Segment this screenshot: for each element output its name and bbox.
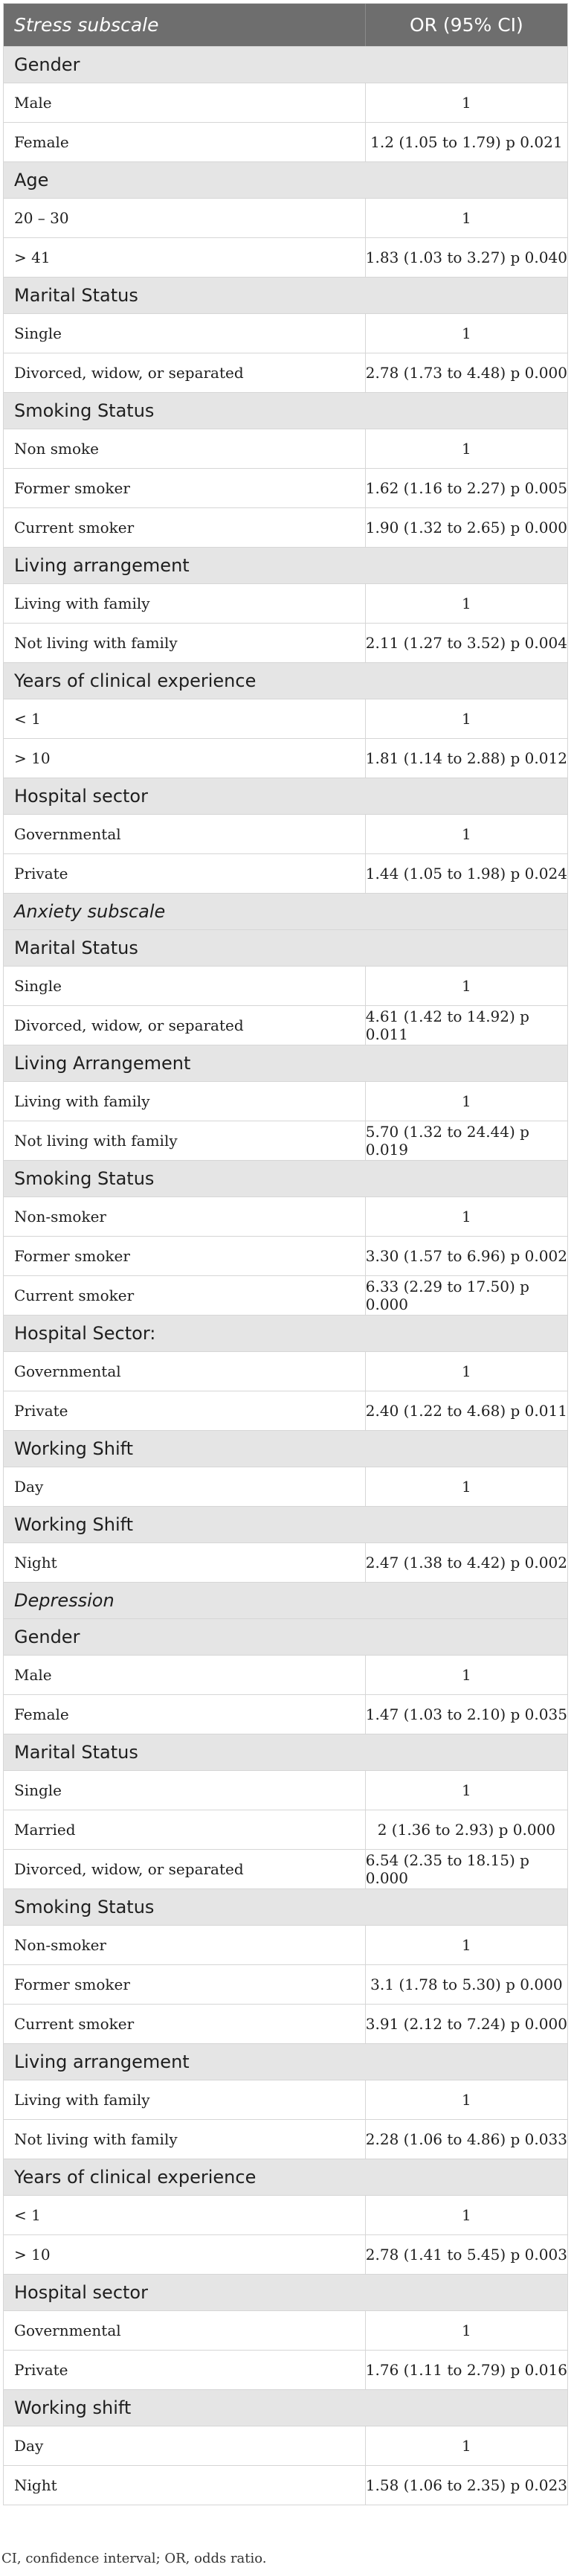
row-label: Night <box>14 2476 57 2494</box>
row-or-value: 1.76 (1.11 to 2.79) p 0.016 <box>365 2351 567 2389</box>
row-or-value: 2 (1.36 to 2.93) p 0.000 <box>365 1810 567 1849</box>
table-row <box>3 2120 568 2159</box>
section-row <box>3 1045 568 1082</box>
row-or-value: 1 <box>365 314 567 353</box>
table-row <box>3 2311 568 2351</box>
row-label: Governmental <box>14 2322 121 2339</box>
section-label: Living arrangement <box>14 555 190 576</box>
row-label: Female <box>14 133 69 151</box>
row-or-value: 1.83 (1.03 to 3.27) p 0.040 <box>365 238 567 277</box>
section-label: Smoking Status <box>14 1168 155 1189</box>
row-or-value: 1 <box>365 1197 567 1236</box>
section-label: Hospital Sector: <box>14 1323 156 1344</box>
or-table <box>3 3 568 2505</box>
section-row <box>3 1161 568 1197</box>
row-or-value: 1 <box>365 2311 567 2350</box>
section-label: Age <box>14 170 49 190</box>
row-or-value: 1.58 (1.06 to 2.35) p 0.023 <box>365 2466 567 2505</box>
section-row <box>3 1734 568 1771</box>
section-label: Years of clinical experience <box>14 670 257 691</box>
section-row <box>3 47 568 83</box>
table-body <box>3 47 568 2505</box>
table-row <box>3 1695 568 1734</box>
table-row <box>3 1006 568 1045</box>
table-row <box>3 967 568 1006</box>
table-footnote: CI, confidence interval; OR, odds ratio. <box>1 2551 267 2566</box>
row-or-value: 2.40 (1.22 to 4.68) p 0.011 <box>365 1391 567 1430</box>
row-or-value: 2.78 (1.73 to 4.48) p 0.000 <box>365 353 567 392</box>
table-row <box>3 2080 568 2120</box>
section-row <box>3 1316 568 1352</box>
section-row <box>3 778 568 815</box>
row-label: Non-smoker <box>14 1936 106 1954</box>
table-row <box>3 2466 568 2505</box>
table-row <box>3 1352 568 1391</box>
row-label: Married <box>14 1821 76 1839</box>
table-row <box>3 1197 568 1237</box>
row-label: Current smoker <box>14 1287 135 1304</box>
table-row <box>3 353 568 393</box>
section-row <box>3 1619 568 1656</box>
row-label: Divorced, widow, or separated <box>14 1860 244 1878</box>
table-row <box>3 1850 568 1889</box>
section-label: Marital Status <box>14 1742 138 1763</box>
row-label: Governmental <box>14 825 121 843</box>
table-row <box>3 508 568 548</box>
row-label: Current smoker <box>14 519 135 536</box>
table-row <box>3 2196 568 2235</box>
row-label: Private <box>14 1402 68 1420</box>
header-or-ci: OR (95% CI) <box>365 4 567 46</box>
row-label: > 41 <box>14 249 51 266</box>
row-label: Former smoker <box>14 1247 130 1265</box>
table-row <box>3 1656 568 1695</box>
table-row <box>3 469 568 508</box>
section-label: Smoking Status <box>14 400 155 421</box>
section-row <box>3 1889 568 1926</box>
row-or-value: 5.70 (1.32 to 24.44) p 0.019 <box>365 1121 567 1160</box>
table-row <box>3 1237 568 1276</box>
section-label: Marital Status <box>14 938 138 958</box>
table-row <box>3 739 568 778</box>
table-row <box>3 2426 568 2466</box>
table-row <box>3 2005 568 2044</box>
table-row <box>3 1467 568 1507</box>
row-or-value: 1 <box>365 2080 567 2119</box>
row-or-value: 1 <box>365 2426 567 2465</box>
table-row <box>3 199 568 238</box>
section-row <box>3 894 568 930</box>
row-label: Night <box>14 1554 57 1571</box>
row-or-value: 6.33 (2.29 to 17.50) p 0.000 <box>365 1276 567 1315</box>
row-label: Private <box>14 2361 68 2379</box>
section-label: Gender <box>14 1627 80 1647</box>
row-label: Former smoker <box>14 479 130 497</box>
table-row <box>3 584 568 624</box>
table-row <box>3 2235 568 2275</box>
row-or-value: 1 <box>365 83 567 122</box>
section-row <box>3 162 568 199</box>
table-row <box>3 1965 568 2005</box>
table-header <box>3 3 568 47</box>
row-or-value: 3.91 (2.12 to 7.24) p 0.000 <box>365 2005 567 2043</box>
table-row <box>3 624 568 663</box>
row-or-value: 2.28 (1.06 to 4.86) p 0.033 <box>365 2120 567 2159</box>
section-label: Gender <box>14 54 80 75</box>
section-row <box>3 2275 568 2311</box>
row-or-value: 1 <box>365 1352 567 1391</box>
table-row <box>3 314 568 353</box>
row-label: Former smoker <box>14 1976 130 1993</box>
row-label: Not living with family <box>14 2130 178 2148</box>
row-or-value: 1 <box>365 2196 567 2234</box>
row-label: Day <box>14 1478 44 1496</box>
row-label: < 1 <box>14 710 41 728</box>
row-label: Living with family <box>14 1092 150 1110</box>
row-or-value: 2.11 (1.27 to 3.52) p 0.004 <box>365 624 567 662</box>
row-or-value: 6.54 (2.35 to 18.15) p 0.000 <box>365 1850 567 1888</box>
table-row <box>3 854 568 894</box>
section-label: Depression <box>14 1590 115 1611</box>
section-row <box>3 548 568 584</box>
row-or-value: 1.81 (1.14 to 2.88) p 0.012 <box>365 739 567 778</box>
table-row <box>3 699 568 739</box>
section-row <box>3 393 568 429</box>
row-or-value: 1 <box>365 1467 567 1506</box>
section-row <box>3 663 568 699</box>
row-label: < 1 <box>14 2206 41 2224</box>
row-label: Male <box>14 94 52 112</box>
table-row <box>3 1926 568 1965</box>
row-or-value: 1 <box>365 699 567 738</box>
row-label: > 10 <box>14 2246 51 2263</box>
section-label: Living Arrangement <box>14 1053 191 1074</box>
table-row <box>3 2351 568 2390</box>
row-label: Single <box>14 324 62 342</box>
row-label: 20 – 30 <box>14 209 69 227</box>
section-label: Smoking Status <box>14 1897 155 1917</box>
row-or-value: 1 <box>365 967 567 1005</box>
row-label: Single <box>14 1781 62 1799</box>
row-label: > 10 <box>14 749 51 767</box>
row-or-value: 4.61 (1.42 to 14.92) p 0.011 <box>365 1006 567 1045</box>
row-or-value: 1 <box>365 1656 567 1694</box>
row-or-value: 1 <box>365 1771 567 1810</box>
row-label: Non smoke <box>14 440 100 458</box>
section-row <box>3 1507 568 1543</box>
row-or-value: 1.44 (1.05 to 1.98) p 0.024 <box>365 854 567 893</box>
section-label: Hospital sector <box>14 786 148 807</box>
table-row <box>3 1771 568 1810</box>
row-label: Divorced, widow, or separated <box>14 1016 244 1034</box>
row-or-value: 1 <box>365 1926 567 1964</box>
section-label: Hospital sector <box>14 2282 148 2303</box>
table-row <box>3 238 568 278</box>
row-or-value: 1.90 (1.32 to 2.65) p 0.000 <box>365 508 567 547</box>
header-subscale: Stress subscale <box>14 14 159 36</box>
section-row <box>3 2044 568 2080</box>
section-label: Working Shift <box>14 1438 134 1459</box>
section-row <box>3 1431 568 1467</box>
row-or-value: 1 <box>365 815 567 853</box>
row-label: Governmental <box>14 1362 121 1380</box>
row-label: Single <box>14 977 62 995</box>
row-label: Not living with family <box>14 634 178 652</box>
row-label: Female <box>14 1705 69 1723</box>
table-row <box>3 1276 568 1316</box>
section-row <box>3 2390 568 2426</box>
row-or-value: 1 <box>365 429 567 468</box>
section-row <box>3 278 568 314</box>
row-label: Living with family <box>14 2091 150 2109</box>
section-label: Years of clinical experience <box>14 2167 257 2188</box>
row-or-value: 3.1 (1.78 to 5.30) p 0.000 <box>365 1965 567 2004</box>
row-or-value: 2.78 (1.41 to 5.45) p 0.003 <box>365 2235 567 2274</box>
table-row <box>3 83 568 123</box>
table-row <box>3 429 568 469</box>
row-or-value: 1.47 (1.03 to 2.10) p 0.035 <box>365 1695 567 1734</box>
section-label: Marital Status <box>14 285 138 306</box>
section-label: Anxiety subscale <box>14 901 166 922</box>
section-label: Living arrangement <box>14 2051 190 2072</box>
table-row <box>3 1810 568 1850</box>
row-label: Private <box>14 865 68 882</box>
row-or-value: 3.30 (1.57 to 6.96) p 0.002 <box>365 1237 567 1275</box>
row-label: Not living with family <box>14 1132 178 1150</box>
row-label: Male <box>14 1666 52 1684</box>
table-row <box>3 1543 568 1583</box>
table-row <box>3 1121 568 1161</box>
row-or-value: 2.47 (1.38 to 4.42) p 0.002 <box>365 1543 567 1582</box>
section-row <box>3 1583 568 1619</box>
table-row <box>3 123 568 162</box>
table-row <box>3 1082 568 1121</box>
row-or-value: 1 <box>365 1082 567 1121</box>
row-or-value: 1 <box>365 199 567 237</box>
row-or-value: 1 <box>365 584 567 623</box>
section-row <box>3 930 568 967</box>
section-row <box>3 2159 568 2196</box>
table-row <box>3 1391 568 1431</box>
row-label: Non-smoker <box>14 1208 106 1225</box>
row-or-value: 1.2 (1.05 to 1.79) p 0.021 <box>365 123 567 161</box>
row-or-value: 1.62 (1.16 to 2.27) p 0.005 <box>365 469 567 507</box>
row-label: Divorced, widow, or separated <box>14 364 244 382</box>
row-label: Current smoker <box>14 2015 135 2033</box>
row-label: Day <box>14 2437 44 2455</box>
section-label: Working Shift <box>14 1514 134 1535</box>
section-label: Working shift <box>14 2397 132 2418</box>
row-label: Living with family <box>14 595 150 612</box>
table-row <box>3 815 568 854</box>
